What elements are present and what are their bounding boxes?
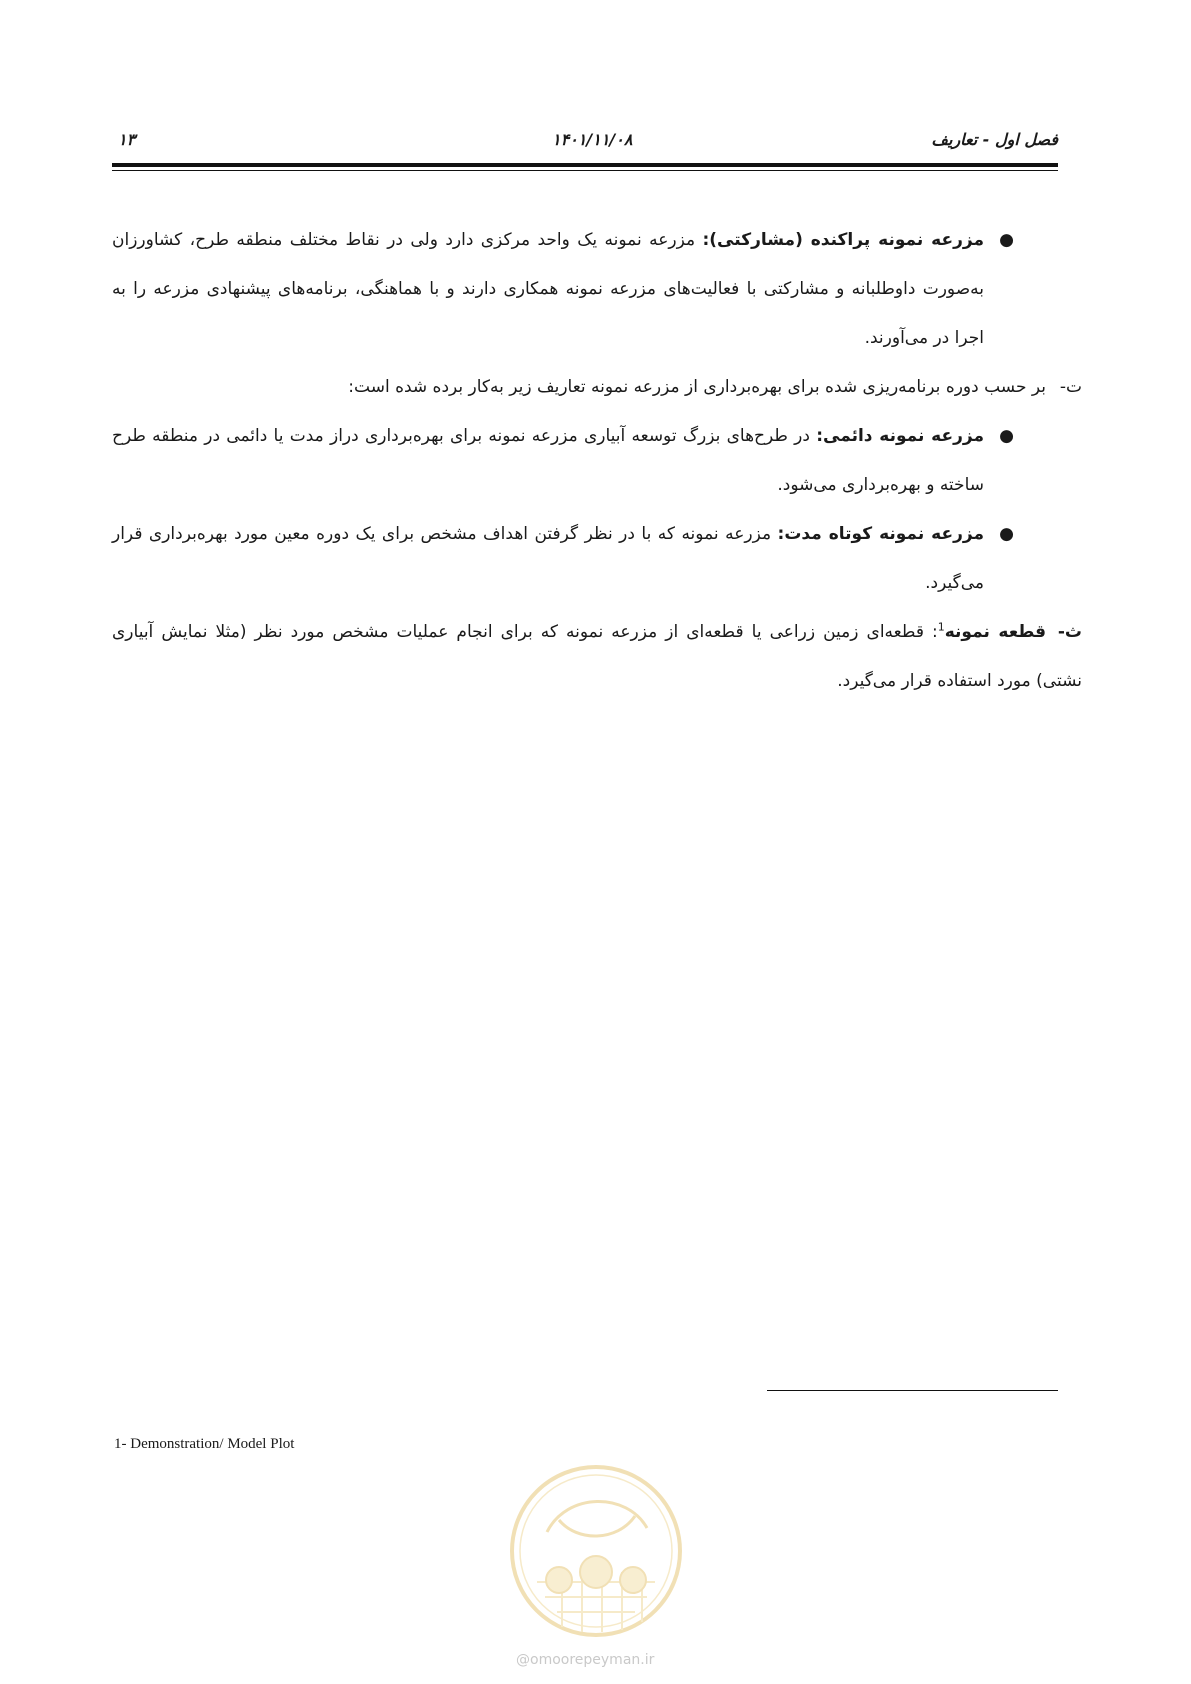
page-header (112, 130, 1058, 154)
section-th (112, 608, 1082, 706)
header-rule-thin (112, 170, 1058, 171)
watermark-url: @omoorepeyman.ir (516, 1652, 655, 1668)
term-short-term: مزرعه نمونه کوتاه مدت: (777, 524, 984, 544)
definition-short-term: مزرعه نمونه که با در نظر گرفتن اهداف مشخص برای یک دوره معین مورد بهره‌برداری قرار می‌گیرد. (112, 524, 984, 593)
header-rule-thick (112, 163, 1058, 167)
bullet-dot-icon: ● (999, 524, 1014, 544)
term-dispersed: مزرعه نمونه پراکنده (مشارکتی): (702, 230, 984, 250)
section-t (112, 363, 1082, 412)
bullet-paragraph-short-term (112, 510, 1030, 608)
footnote: 1- Demonstration/ Model Plot (114, 1436, 295, 1452)
term-permanent: مزرعه نمونه دائمی: (816, 426, 984, 446)
section-th-marker: ث- (1057, 622, 1083, 642)
term-sample-plot: قطعه نمونه (944, 622, 1047, 642)
watermark-seal-icon (507, 1462, 685, 1640)
definition-sample-plot: : قطعه‌ای زمین زراعی یا قطعه‌ای از مزرعه نمونه که برای انجام عملیات مشخص مورد نظر (مثلا نمایش آبیاری نشتی) مورد استفاده قرار می‌گیرد. (112, 622, 1082, 691)
section-t-marker: ت- (1059, 377, 1082, 397)
definition-permanent: در طرح‌های بزرگ توسعه آبیاری مزرعه نمونه برای بهره‌برداری دراز مدت یا دائمی در منطقه طرح ساخته و بهره‌برداری می‌شود. (112, 426, 984, 495)
bullet-paragraph-permanent (112, 412, 1030, 510)
chapter-title: فصل اول - تعاریف (931, 130, 1058, 149)
header-date: ۱۴۰۱/۱۱/۰۸ (552, 130, 633, 149)
section-t-text: بر حسب دوره برنامه‌ریزی شده برای بهره‌برداری از مزرعه نمونه تعاریف زیر به‌کار برده شده است: (348, 377, 1046, 397)
footnote-rule (767, 1390, 1058, 1391)
bullet-dot-icon: ● (999, 426, 1014, 446)
body-content (112, 216, 1083, 706)
bullet-paragraph-dispersed (112, 216, 1030, 363)
bullet-dot-icon: ● (999, 230, 1014, 250)
footnote-ref[interactable]: 1 (937, 620, 945, 634)
page-number: ۱۳ (118, 130, 136, 149)
definition-dispersed: مزرعه نمونه یک واحد مرکزی دارد ولی در نقاط مختلف منطقه طرح، کشاورزان به‌صورت داوطلبانه و مشارکتی با فعالیت‌های مزرعه نمونه همکاری دارند و با هماهنگی، برنامه‌های پیشنهادی مزرعه را به اجرا در می‌آورند. (112, 230, 984, 348)
